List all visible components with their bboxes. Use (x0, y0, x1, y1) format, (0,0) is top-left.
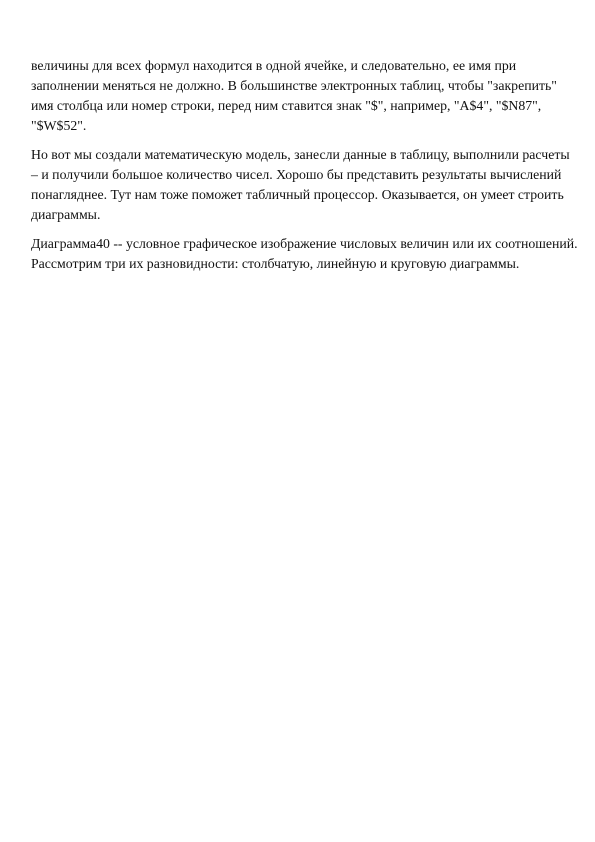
paragraph-cell-references: величины для всех формул находится в одной ячейке, и следовательно, ее имя при заполнении меняться не должно. В большинстве электронных таблиц, чтобы "закрепить" имя столбца или номер строки, перед ним ставится знак "$", например, "A$4", "$N87", "$W$52". (31, 58, 557, 133)
paragraph-chart-definition: Диаграмма40 -- условное графическое изображение числовых величин или их соотношений. Рассмотрим три их разновидности: столбчатую, линейную и круговую диаграммы. (31, 236, 578, 271)
document-text (31, 56, 579, 283)
paragraph-results-visualization: Но вот мы создали математическую модель, занесли данные в таблицу, выполнили расчеты – и получили большое количество чисел. Хорошо бы представить результаты вычислений понагляднее. Тут нам тоже поможет табличный процессор. Оказывается, он умеет строить диаграммы. (31, 147, 570, 222)
